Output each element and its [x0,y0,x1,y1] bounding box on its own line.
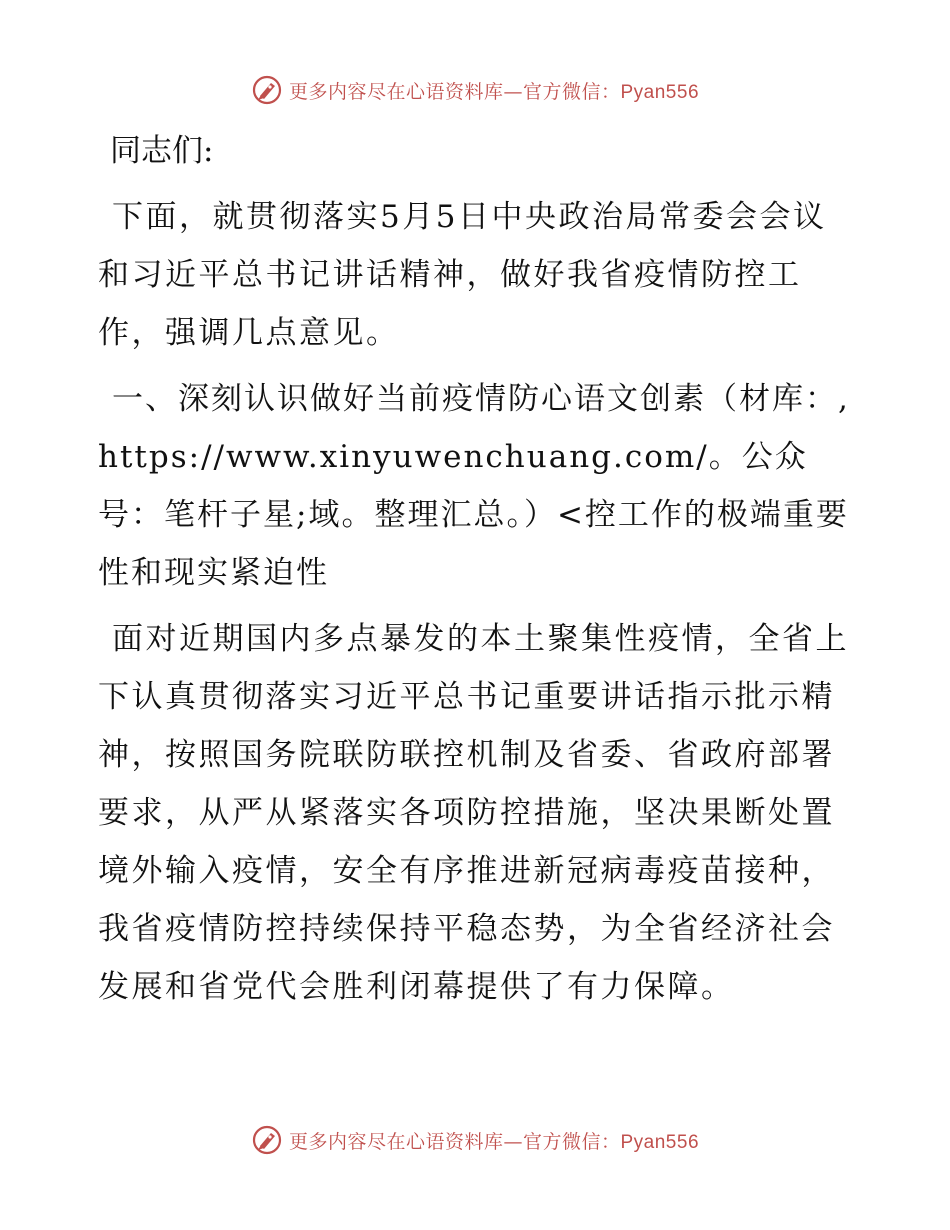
pen-nib-logo-icon [251,1124,283,1156]
section-heading-one: 一、深刻认识做好当前疫情防心语文创素（材库：,https://www.xinyuwenchuang.com/。公众号：笔杆子星;域。整理汇总。）<控工作的极端重要性和现实紧迫性 [98,381,850,591]
header-watermark [0,70,950,110]
document-body [98,122,858,1024]
pen-nib-logo-icon [251,74,283,106]
salutation: 同志们: [110,133,214,169]
watermark-text: 更多内容尽在心语资料库—官方微信：Pyan556 [288,1130,700,1153]
paragraph-intro: 下面，就贯彻落实5月5日中央政治局常委会会议和习近平总书记讲话精神，做好我省疫情防控工作，强调几点意见。 [98,199,827,351]
footer-watermark [0,1120,950,1160]
paragraph-body: 面对近期国内多点暴发的本土聚集性疫情，全省上下认真贯彻落实习近平总书记重要讲话指示批示精神，按照国务院联防联控机制及省委、省政府部署要求，从严从紧落实各项防控措施，坚决果断处置境外输入疫情，安全有序推进新冠病毒疫苗接种，我省疫情防控持续保持平稳态势，为全省经济社会发展和省党代会胜利闭幕提供了有力保障。 [98,621,849,1005]
watermark-text: 更多内容尽在心语资料库—官方微信：Pyan556 [288,80,700,103]
